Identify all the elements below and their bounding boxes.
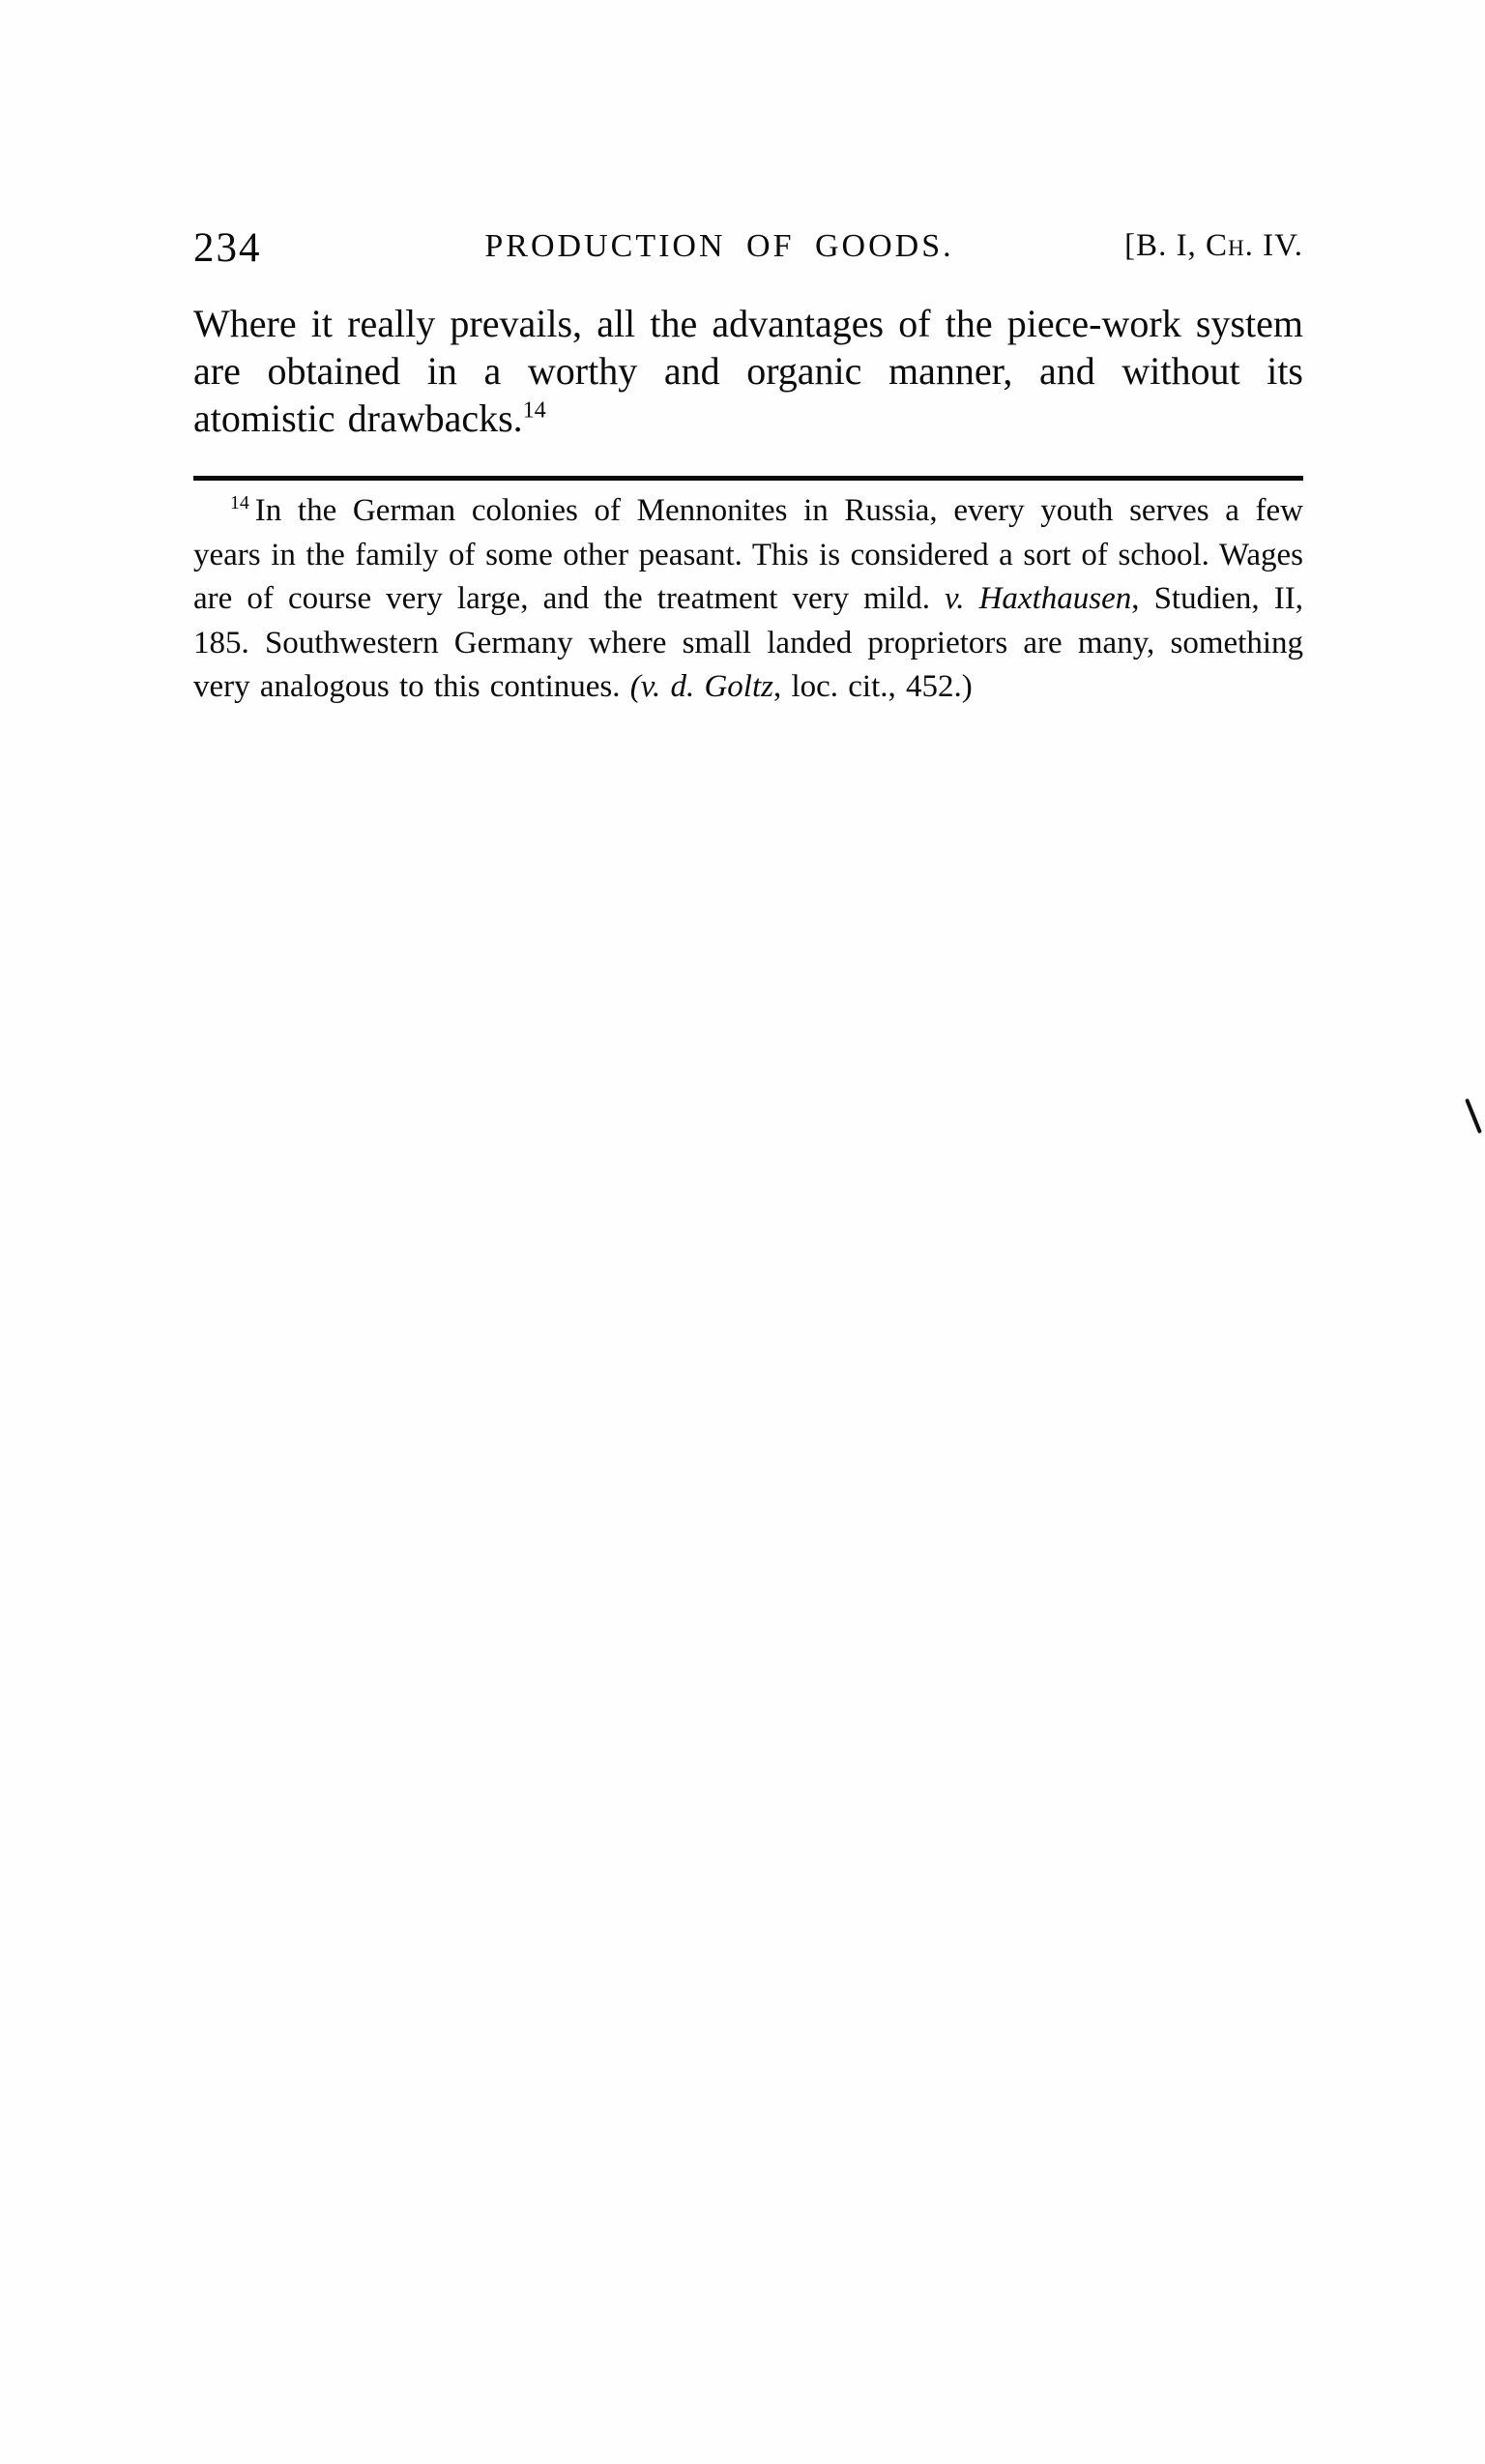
footnote: [193, 489, 1303, 710]
footnote-text-segment: In the German colonies of Mennonites in Russia, every youth serves a few years in the family of some other peasant. This is considered a sort of school. Wages are of course very large, and the treatment very mild.: [193, 493, 1303, 616]
main-paragraph: [193, 300, 1303, 442]
footnote-rule: [193, 476, 1303, 481]
footnote-text-segment: , loc. cit., 452.): [772, 669, 973, 704]
running-head: [193, 220, 1303, 279]
footnote-text-segment: , Studien, II, 185. Southwestern Germany where small landed proprietors are many, something very analogous to this continues.: [193, 581, 1303, 704]
footnote-marker: 14: [230, 492, 249, 513]
chapter-reference: [B. I, Ch. IV.: [1124, 228, 1303, 263]
footnote-italic-citation: (v. d. Goltz: [629, 669, 773, 704]
footnote-italic-citation: v. Haxthausen: [945, 581, 1132, 616]
footnote-reference: 14: [522, 397, 546, 424]
running-title: PRODUCTION OF GOODS.: [484, 228, 954, 264]
scan-artifact-mark: [1465, 1099, 1482, 1134]
main-paragraph-text: Where it really prevails, all the advantages of the piece-work system are obtained in a worthy and organic manner, and without its atomistic drawbacks.: [193, 302, 1303, 440]
page-number: 234: [193, 225, 262, 271]
